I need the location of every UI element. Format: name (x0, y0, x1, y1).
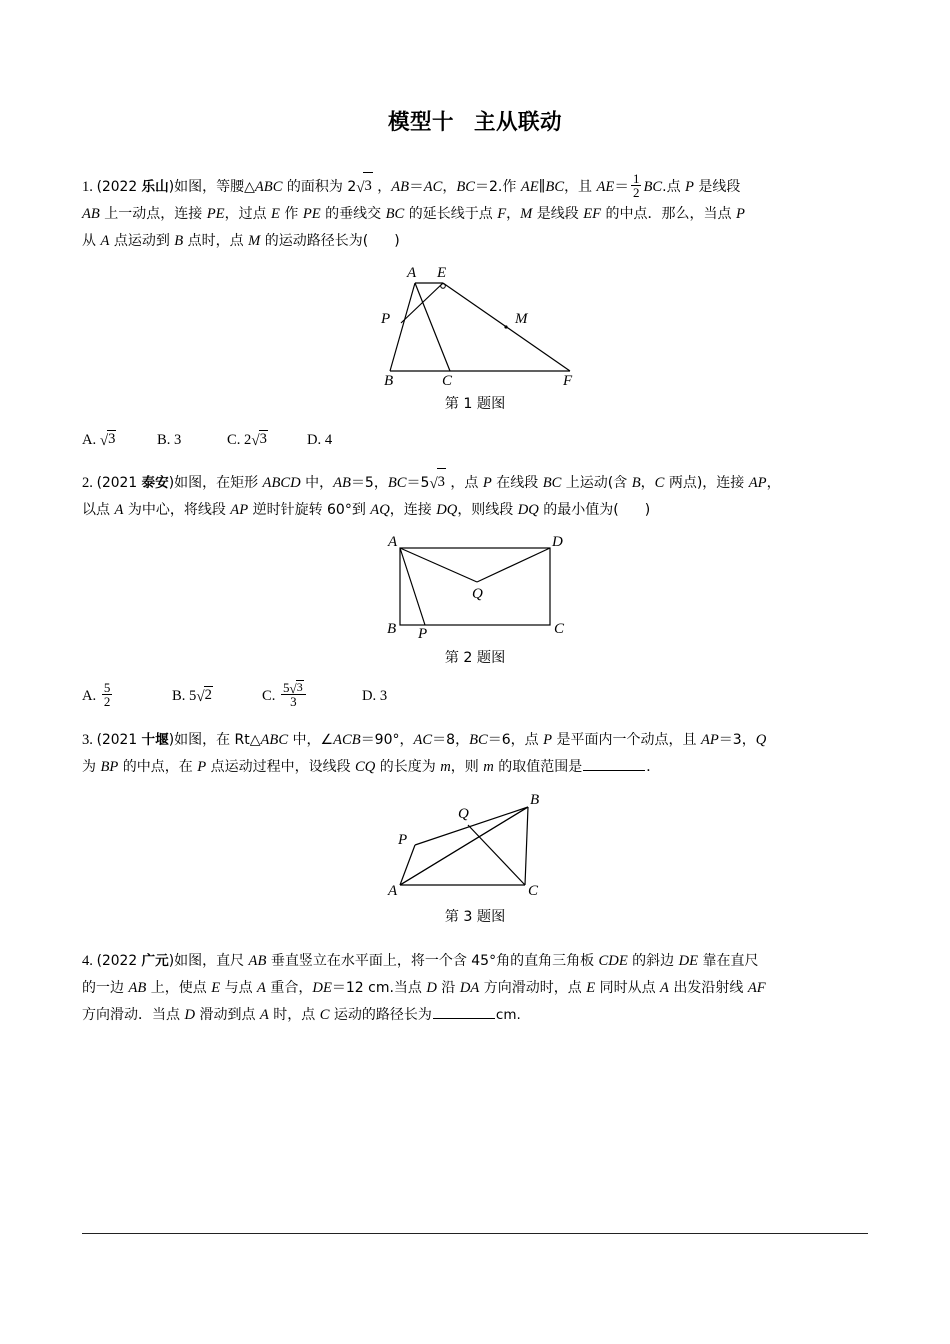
p1-t3: ， (372, 178, 392, 195)
option-2-D-value: 3 (379, 687, 388, 704)
p1-eq3: ＝ (614, 178, 629, 195)
figure-1-triangle (365, 261, 585, 386)
option-1-D-value: 4 (324, 431, 333, 448)
option-2-C-label: C. (262, 687, 276, 704)
option-1-B-label: B. (157, 431, 171, 448)
option-2-D-label: D. (362, 687, 377, 704)
fig1-label-B: B (384, 372, 394, 386)
title-sub: 主从联动 (474, 110, 563, 135)
problem-3-line-2: 为 BP 的中点，在 P 点运动过程中，设线段 CQ 的长度为 m，则 m 的取值范围是 ． (82, 758, 661, 775)
p1-ac: AC (423, 178, 443, 195)
fig2-label-Q: Q (472, 585, 483, 602)
problem-2-number: 2. (82, 474, 93, 491)
problem-1-number: 1. (82, 178, 93, 195)
problem-3 (82, 727, 868, 781)
answer-blank-4[interactable] (433, 1005, 495, 1019)
figure-1-caption: 第 1 题图 (444, 395, 506, 412)
p2-abcd: ABCD (262, 474, 301, 491)
option-1-D[interactable] (307, 432, 332, 449)
fig2-label-P: P (418, 625, 428, 640)
option-1-B-value: 3 (174, 431, 182, 448)
problem-1-line-3: 从 A 点运动到 B 点时，点 M 的运动路径长为( ) (82, 232, 400, 249)
problem-2-options (82, 681, 868, 709)
option-2-D[interactable] (362, 688, 387, 705)
option-2-B-coef: 5 (189, 687, 197, 704)
p1-t1: 如图，等腰△ (174, 178, 255, 195)
option-1-A-label: A. (82, 431, 97, 448)
fig1-label-C: C (442, 372, 453, 386)
figure-3-wrapper (82, 787, 868, 904)
option-2-B-label: B. (172, 687, 186, 704)
p1-ab: AB (391, 178, 410, 195)
fig2-label-C: C (554, 620, 565, 637)
sqrt-3-b: √3 (429, 469, 446, 497)
title-main: 模型十 (387, 110, 454, 135)
fig2-label-D: D (552, 533, 563, 550)
problem-2 (82, 469, 868, 524)
problem-2-source: (2021 泰安) (96, 474, 175, 491)
option-1-D-label: D. (307, 431, 322, 448)
option-2-A[interactable] (82, 681, 172, 709)
fig3-label-Q: Q (458, 805, 469, 822)
figure-1-wrapper (82, 261, 868, 391)
figure-2-rectangle (370, 530, 580, 640)
option-2-C[interactable] (262, 681, 362, 709)
figure-2-caption: 第 2 题图 (444, 649, 506, 666)
answer-blank-3[interactable] (583, 757, 645, 771)
problem-3-number: 3. (82, 731, 93, 748)
option-2-C-num: 5√3 (283, 679, 303, 696)
problem-1 (82, 172, 868, 255)
option-1-B[interactable] (157, 432, 227, 449)
fig1-label-M: M (515, 310, 528, 327)
fig2-label-A: A (388, 533, 398, 550)
p1-bc3: BC (643, 178, 663, 195)
problem-4 (82, 948, 868, 1029)
p1-abc: ABC (254, 178, 283, 195)
option-2-A-num: 5 (103, 679, 111, 695)
problem-2-line-2: 以点 A 为中心，将线段 AP 逆时针旋转 60°到 AQ，连接 DQ，则线段 DQ 的最小值为( ) (82, 501, 651, 518)
option-2-B[interactable]: B. 5√2 (172, 686, 212, 705)
p1-frac-den: 2 (632, 185, 640, 201)
option-1-C[interactable]: C. 2√3 (227, 430, 267, 449)
page-content (82, 0, 868, 1344)
p1-p: P (685, 178, 694, 195)
p1-t8: 是线段 (693, 178, 741, 195)
fig3-label-A: A (388, 882, 398, 899)
problem-1-line-2: AB 上一动点，连接 PE，过点 E 作 PE 的垂线交 BC 的延长线于点 F，M 是线段 EF 的中点．那么，当点 P (82, 205, 745, 222)
fig3-label-P: P (398, 831, 408, 848)
fig3-label-C: C (528, 882, 539, 899)
p1-ae: AE (520, 178, 539, 195)
option-2-C-den: 3 (281, 694, 306, 709)
fig3-label-B: B (530, 791, 540, 808)
option-2-A-label: A. (82, 687, 97, 704)
figure-2-wrapper (82, 530, 868, 645)
problem-2-line-1: 2. (2021 泰安)如图，在矩形 ABCD 中，AB＝5，BC＝5√3 ，点 P 在线段 BC 上运动(含 B，C 两点)，连接 AP， (82, 469, 868, 497)
problem-4-number: 4. (82, 952, 93, 969)
problem-1-options (82, 431, 868, 449)
page-title (82, 112, 868, 134)
problem-1-line-1 (82, 172, 868, 201)
p1-bc2: BC (545, 178, 565, 195)
p1-frac-half (631, 172, 642, 200)
problem-3-line-1: 3. (2021 十堰)如图，在 Rt△ABC 中，∠ACB＝90°，AC＝8，BC＝6，点 P 是平面内一个动点，且 AP＝3，Q (82, 731, 767, 748)
p1-frac-num: 1 (632, 170, 640, 186)
fig1-label-E: E (437, 264, 447, 281)
problem-4-line-2: 的一边 AB 上，使点 E 与点 A 重合，DE＝12 cm.当点 D 沿 DA 方向滑动时，点 E 同时从点 A 出发沿射线 AF (82, 979, 766, 996)
p1-parallel: ∥ (538, 178, 546, 195)
p1-eq1: ＝ (409, 178, 424, 195)
p1-t6: ，且 (564, 178, 597, 195)
page-bottom-rule (82, 1233, 868, 1234)
problem-1-source: (2022 乐山) (96, 178, 175, 195)
p1-t7: .点 (662, 178, 686, 195)
figure-3-right-triangle (370, 787, 580, 899)
fig1-label-F: F (563, 372, 573, 386)
option-1-C-label: C. (227, 431, 241, 448)
p1-bc: BC (456, 178, 475, 195)
fig1-label-P: P (381, 310, 391, 327)
p1-t4: ， (442, 178, 457, 195)
problem-4-line-1: 4. (2022 广元)如图，直尺 AB 垂直竖立在水平面上，将一个含 45°角的直角三角板 CDE 的斜边 DE 靠在直尺 (82, 952, 759, 969)
option-1-A[interactable]: A. √3 (82, 430, 116, 449)
problem-4-source: (2022 广元) (96, 952, 175, 969)
figure-3-caption: 第 3 题图 (444, 908, 506, 925)
option-2-A-den: 2 (103, 694, 111, 710)
p1-t5: ＝2.作 (475, 178, 521, 195)
p1-t2: 的面积为 2 (282, 178, 357, 195)
fig2-label-B: B (387, 620, 397, 637)
problem-4-line-3: 方向滑动．当点 D 滑动到点 A 时，点 C 运动的路径长为 cm. (82, 1006, 521, 1023)
sqrt-3-a: √3 (356, 173, 373, 201)
p1-ae2: AE (596, 178, 615, 195)
problem-3-source: (2021 十堰) (96, 731, 175, 748)
fig1-label-A: A (407, 264, 417, 281)
